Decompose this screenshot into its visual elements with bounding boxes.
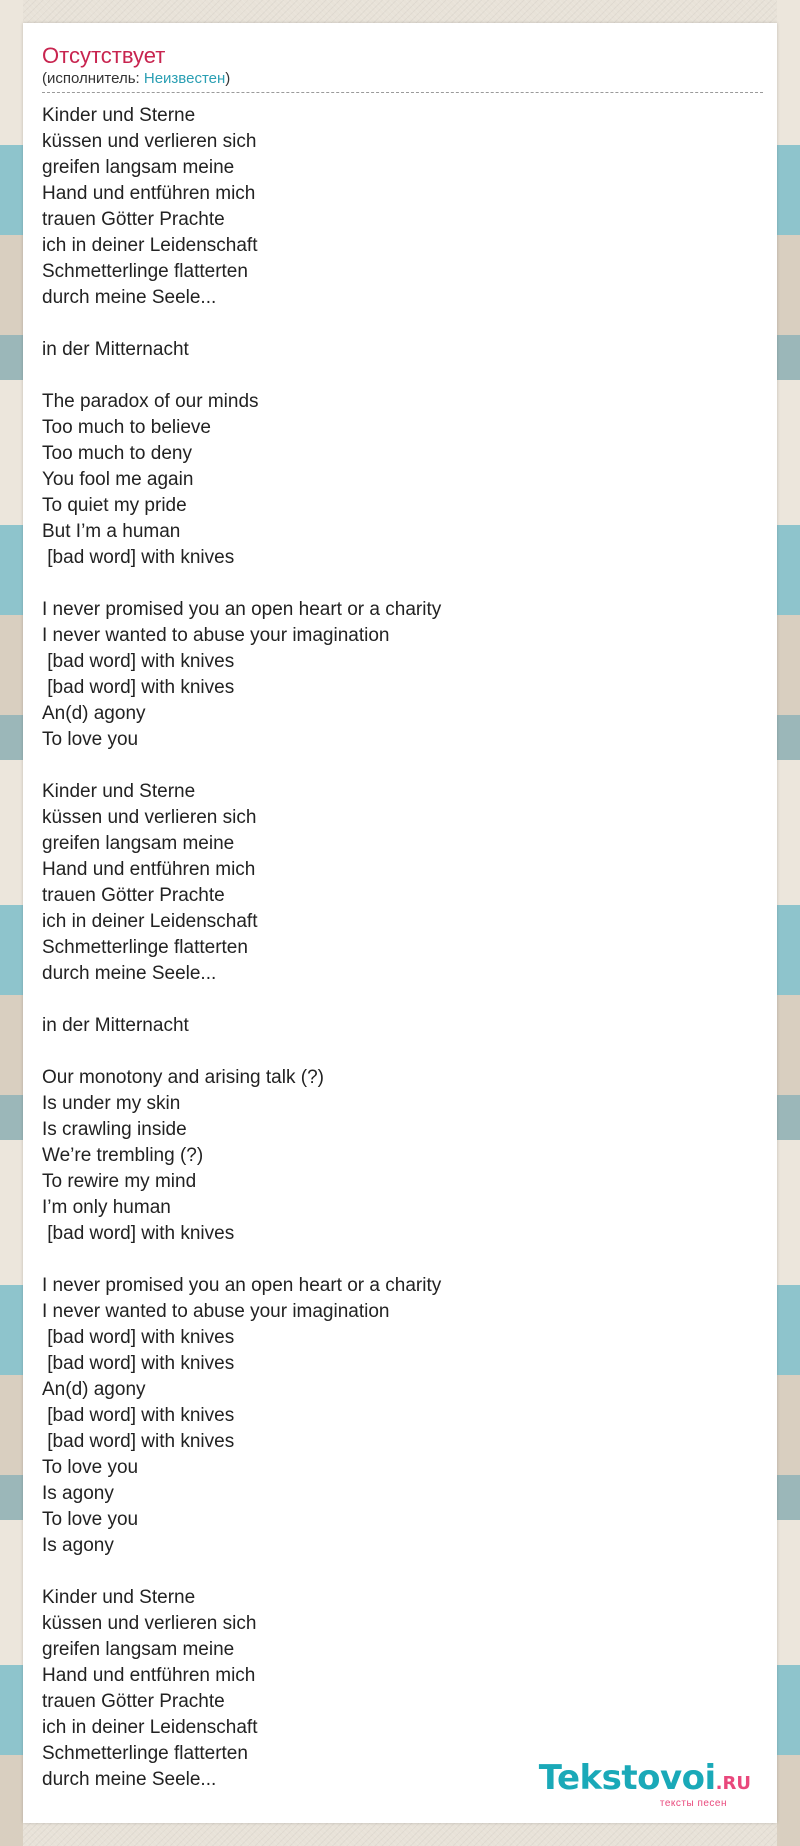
lyric-line: [bad word] with knives xyxy=(42,1353,235,1374)
lyric-line: Is agony xyxy=(42,1483,114,1504)
lyric-line: Hand und entführen mich xyxy=(42,1665,256,1686)
lyric-line: ich in deiner Leidenschaft xyxy=(42,235,258,256)
lyric-line: But I’m a human xyxy=(42,521,181,542)
lyric-line: [bad word] with knives xyxy=(42,1327,235,1348)
lyric-line: To love you xyxy=(42,729,139,750)
logo-tagline: тексты песен xyxy=(659,1798,727,1809)
lyric-line: in der Mitternacht xyxy=(42,1015,189,1036)
lyrics-card xyxy=(23,23,777,1823)
lyric-line: Hand und entführen mich xyxy=(42,183,256,204)
lyric-line: An(d) agony xyxy=(42,703,146,724)
lyric-blank-line xyxy=(42,571,759,597)
lyric-line: Our monotony and arising talk (?) xyxy=(42,1067,324,1088)
lyric-line: Kinder und Sterne xyxy=(42,1587,196,1608)
lyric-line: durch meine Seele... xyxy=(42,1769,217,1790)
lyric-line: küssen und verlieren sich xyxy=(42,1613,257,1634)
lyric-line: To rewire my mind xyxy=(42,1171,197,1192)
lyric-line: greifen langsam meine xyxy=(42,157,235,178)
artist-link[interactable]: Неизвестен xyxy=(143,70,226,87)
lyric-line: ich in deiner Leidenschaft xyxy=(42,911,258,932)
song-title: Отсутствует xyxy=(42,43,166,68)
artist-suffix: ) xyxy=(225,70,231,87)
logo-main-text: Tekstovoi xyxy=(538,1758,716,1798)
lyric-line: trauen Götter Prachte xyxy=(42,885,225,906)
lyric-line: durch meine Seele... xyxy=(42,963,217,984)
lyric-blank-line xyxy=(42,1247,759,1273)
lyric-line: trauen Götter Prachte xyxy=(42,1691,225,1712)
lyric-line: The paradox of our minds xyxy=(42,391,259,412)
lyric-line: You fool me again xyxy=(42,469,194,490)
lyric-blank-line xyxy=(42,1559,759,1585)
lyric-line: I never promised you an open heart or a charity xyxy=(42,599,442,620)
lyric-line: greifen langsam meine xyxy=(42,833,235,854)
lyric-line: greifen langsam meine xyxy=(42,1639,235,1660)
lyric-blank-line xyxy=(42,987,759,1013)
lyric-line: Too much to believe xyxy=(42,417,211,438)
lyric-line: [bad word] with knives xyxy=(42,547,235,568)
lyric-line: Too much to deny xyxy=(42,443,192,464)
lyric-blank-line xyxy=(42,363,759,389)
lyric-line: An(d) agony xyxy=(42,1379,146,1400)
lyric-line: [bad word] with knives xyxy=(42,1223,235,1244)
lyric-line: Hand und entführen mich xyxy=(42,859,256,880)
lyric-line: To love you xyxy=(42,1509,139,1530)
lyrics-text xyxy=(42,103,759,1793)
lyric-line: I never wanted to abuse your imagination xyxy=(42,1301,390,1322)
lyric-blank-line xyxy=(42,1039,759,1065)
artist-prefix: (исполнитель: xyxy=(42,70,144,87)
lyric-line: [bad word] with knives xyxy=(42,1431,235,1452)
lyric-line: We’re trembling (?) xyxy=(42,1145,204,1166)
lyric-line: Schmetterlinge flatterten xyxy=(42,937,248,958)
left-stripe-decoration xyxy=(0,0,23,1846)
lyric-line: Schmetterlinge flatterten xyxy=(42,1743,248,1764)
lyric-line: I never wanted to abuse your imagination xyxy=(42,625,390,646)
lyric-line: Is under my skin xyxy=(42,1093,181,1114)
lyric-line: To quiet my pride xyxy=(42,495,187,516)
lyric-line: Schmetterlinge flatterten xyxy=(42,261,248,282)
lyric-blank-line xyxy=(42,311,759,337)
lyric-line: trauen Götter Prachte xyxy=(42,209,225,230)
lyric-line: Is crawling inside xyxy=(42,1119,187,1140)
tekstovoi-logo[interactable] xyxy=(539,1760,751,1809)
lyric-line: Is agony xyxy=(42,1535,114,1556)
lyric-line: [bad word] with knives xyxy=(42,651,235,672)
lyric-line: küssen und verlieren sich xyxy=(42,131,257,152)
lyric-line: in der Mitternacht xyxy=(42,339,189,360)
logo-wordmark xyxy=(539,1760,751,1802)
lyric-line: [bad word] with knives xyxy=(42,1405,235,1426)
lyric-line: küssen und verlieren sich xyxy=(42,807,257,828)
logo-domain: .RU xyxy=(715,1773,751,1794)
lyric-blank-line xyxy=(42,753,759,779)
lyric-line: durch meine Seele... xyxy=(42,287,217,308)
artist-line xyxy=(42,70,763,93)
lyric-line: Kinder und Sterne xyxy=(42,105,196,126)
right-stripe-decoration xyxy=(777,0,800,1846)
lyric-line: Kinder und Sterne xyxy=(42,781,196,802)
lyric-line: I’m only human xyxy=(42,1197,171,1218)
lyric-line: I never promised you an open heart or a charity xyxy=(42,1275,442,1296)
lyric-line: To love you xyxy=(42,1457,139,1478)
lyric-line: [bad word] with knives xyxy=(42,677,235,698)
lyric-line: ich in deiner Leidenschaft xyxy=(42,1717,258,1738)
